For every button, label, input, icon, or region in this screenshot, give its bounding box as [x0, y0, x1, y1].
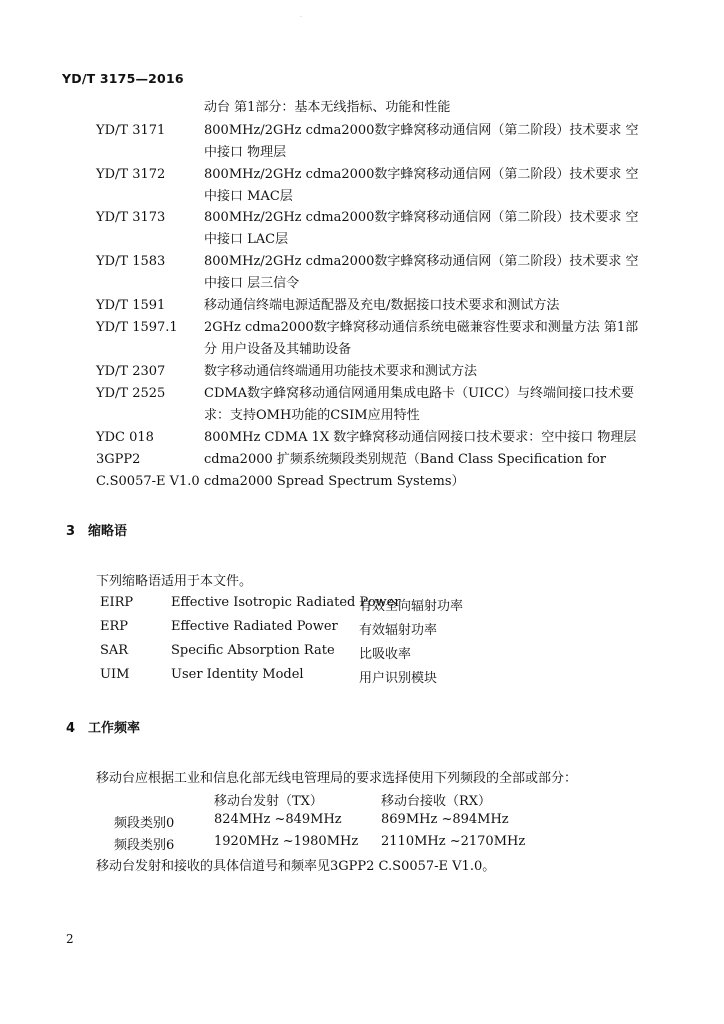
section-4-intro: 移动台应根据工业和信息化部无线电管理局的要求选择使用下列频段的全部或部分：	[96, 771, 578, 786]
scan-speck: ·	[300, 14, 302, 21]
abbreviation-english: Effective Radiated Power	[171, 619, 338, 634]
section-3-heading	[66, 520, 127, 539]
reference-item	[96, 295, 656, 317]
abbreviation: EIRP	[100, 595, 134, 610]
reference-item	[96, 427, 656, 449]
abbreviation-chinese: 比吸收率	[359, 647, 412, 662]
reference-title: 2GHz cdma2000数字蜂窝移动通信系统电磁兼容性要求和测量方法 第1部分 用户设备及其辅助设备	[204, 320, 639, 357]
abbreviation: ERP	[100, 619, 129, 634]
reference-title: 数字移动通信终端通用功能技术要求和测试方法	[204, 364, 478, 379]
reference-title: CDMA数字蜂窝移动通信网通用集成电路卡（UICC）与终端间接口技术要求：支持OMH功能的CSIM应用特性	[204, 386, 635, 423]
rx-frequency: 869MHz ~894MHz	[381, 812, 509, 827]
abbreviation-chinese: 用户识别模块	[359, 671, 438, 686]
section-3-intro: 下列缩略语适用于本文件。	[96, 574, 253, 589]
section-4-note: 移动台发射和接收的具体信道号和频率见3GPP2 C.S0057-E V1.0。	[96, 859, 496, 874]
reference-item	[96, 97, 656, 119]
reference-code: YDC 018	[96, 430, 154, 445]
reference-title: 800MHz CDMA 1X 数字蜂窝移动通信网接口技术要求：空中接口 物理层	[204, 430, 637, 445]
reference-item	[96, 449, 656, 493]
reference-item	[96, 164, 656, 208]
page-number: 2	[66, 932, 74, 946]
reference-code: YD/T 1597.1	[96, 320, 178, 335]
reference-code: YD/T 2525	[96, 386, 166, 401]
rx-frequency: 2110MHz ~2170MHz	[381, 834, 526, 849]
reference-item	[96, 120, 656, 164]
reference-item	[96, 383, 656, 427]
reference-code: YD/T 1583	[96, 254, 166, 269]
abbreviation: UIM	[100, 667, 130, 682]
reference-item	[96, 361, 656, 383]
band-class-label: 频段类别0	[114, 816, 175, 831]
abbreviation-chinese: 有效辐射功率	[359, 623, 438, 638]
reference-title: 800MHz/2GHz cdma2000数字蜂窝移动通信网（第二阶段）技术要求 空中接口 LAC层	[204, 210, 639, 247]
reference-title: 800MHz/2GHz cdma2000数字蜂窝移动通信网（第二阶段）技术要求 空中接口 层三信令	[204, 254, 639, 291]
reference-title: 移动通信终端电源适配器及充电/数据接口技术要求和测试方法	[204, 298, 560, 313]
reference-title: cdma2000 扩频系统频段类别规范（Band Class Specification for cdma2000 Spread Spectrum Systems）	[204, 452, 606, 489]
column-header-tx: 移动台发射（TX）	[214, 794, 323, 809]
reference-code: YD/T 1591	[96, 298, 166, 313]
reference-item	[96, 251, 656, 295]
reference-item	[96, 317, 656, 361]
reference-item	[96, 207, 656, 251]
reference-code: YD/T 3172	[96, 167, 166, 182]
reference-title: 动台 第1部分：基本无线指标、功能和性能	[204, 100, 451, 115]
reference-code: YD/T 3173	[96, 210, 166, 225]
abbreviation: SAR	[100, 643, 129, 658]
section-4-heading	[66, 717, 140, 736]
tx-frequency: 1920MHz ~1980MHz	[214, 834, 359, 849]
tx-frequency: 824MHz ~849MHz	[214, 812, 342, 827]
reference-code: YD/T 3171	[96, 123, 166, 138]
abbreviation-english: Effective Isotropic Radiated Power	[171, 595, 401, 610]
section-number: 3	[66, 524, 76, 539]
reference-title: 800MHz/2GHz cdma2000数字蜂窝移动通信网（第二阶段）技术要求 空中接口 MAC层	[204, 167, 639, 204]
section-title: 工作频率	[88, 721, 141, 736]
abbreviation-english: Specific Absorption Rate	[171, 643, 335, 658]
reference-code: YD/T 2307	[96, 364, 166, 379]
band-class-label: 频段类别6	[114, 838, 175, 853]
reference-code: 3GPP2 C.S0057-E V1.0	[96, 452, 200, 489]
section-title: 缩略语	[88, 524, 128, 539]
reference-title: 800MHz/2GHz cdma2000数字蜂窝移动通信网（第二阶段）技术要求 空中接口 物理层	[204, 123, 639, 160]
abbreviation-chinese: 有效全向辐射功率	[359, 599, 464, 614]
abbreviation-english: User Identity Model	[171, 667, 304, 682]
column-header-rx: 移动台接收（RX）	[381, 794, 492, 809]
document-id-header: YD/T 3175—2016	[62, 71, 184, 86]
section-number: 4	[66, 721, 76, 736]
